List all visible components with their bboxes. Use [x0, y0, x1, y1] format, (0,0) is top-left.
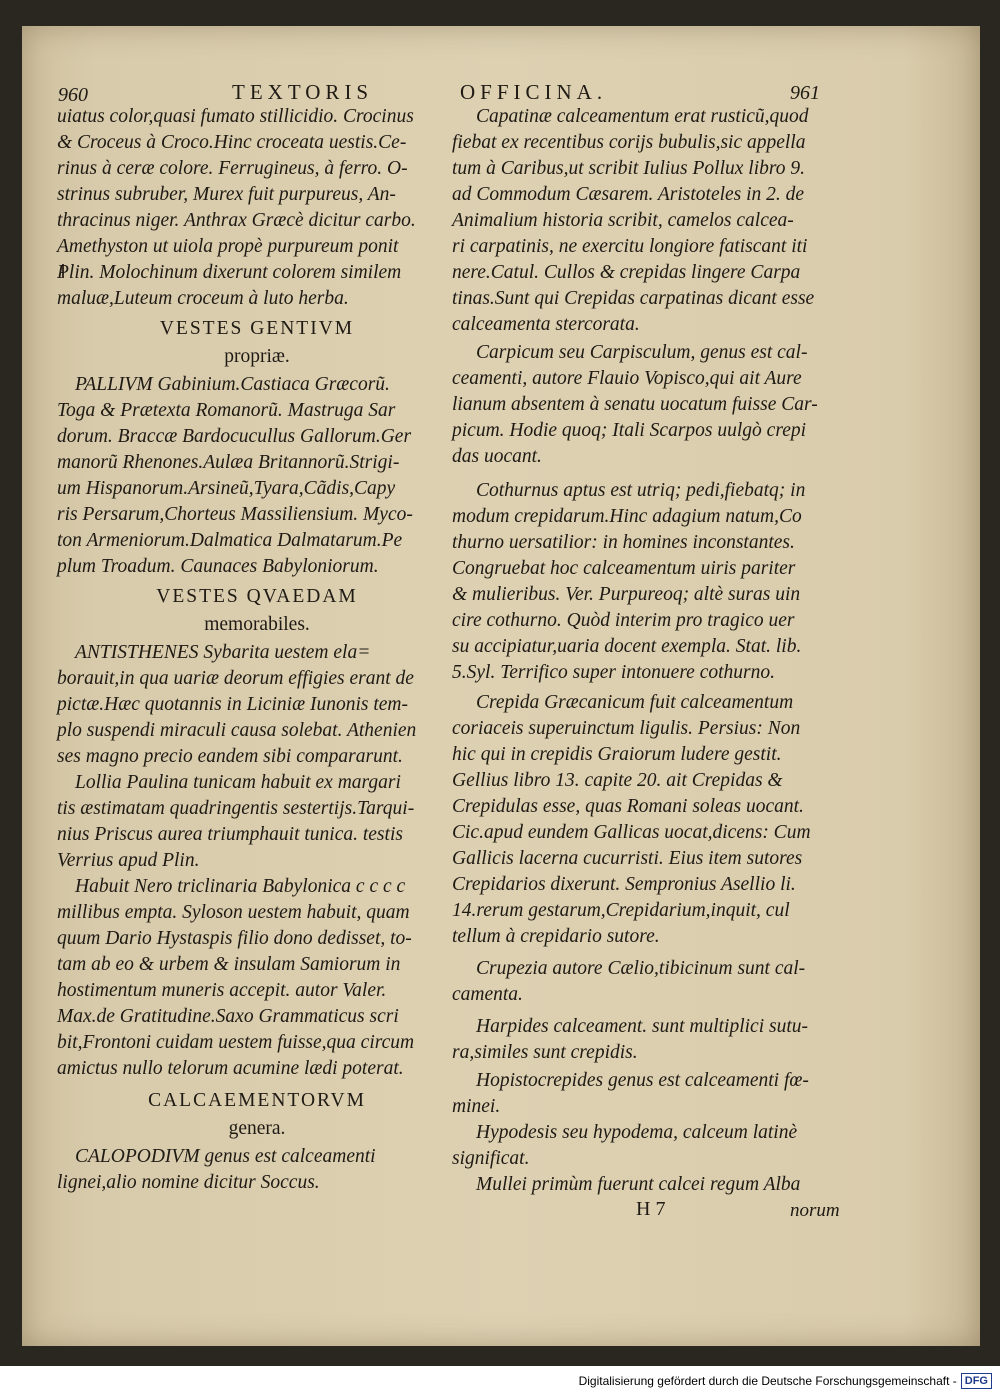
right-line: Crepida Græcanicum fuit calceamentum: [476, 692, 794, 713]
right-line: su accipiatur,uaria docent exempla. Stat. lib.: [452, 636, 802, 657]
right-line: 5.Syl. Terrifico super intonuere cothurno.: [452, 662, 775, 683]
left-line: Amethyston ut uiola propè purpureum ponit: [57, 236, 399, 257]
signature-mark: H 7: [636, 1198, 666, 1220]
right-line: tum à Caribus,ut scribit Iulius Pollux libro 9.: [452, 158, 805, 179]
left-line: ses magno precio eandem sibi compararunt.: [57, 746, 403, 767]
right-line: Crepidulas esse, quas Romani soleas uocant.: [452, 796, 804, 817]
left-line: lignei,alio nomine dicitur Soccus.: [57, 1172, 320, 1193]
right-line: modum crepidarum.Hinc adagium natum,Co: [452, 506, 802, 527]
right-line: Crupezia autore Cælio,tibicinum sunt cal-: [476, 958, 806, 979]
left-line: bit,Frontoni cuidam uestem fuisse,qua circum: [57, 1032, 415, 1053]
left-line: pictæ.Hæc quotannis in Liciniæ Iunonis tem-: [57, 694, 408, 715]
right-line: Cothurnus aptus est utriq; pedi,fiebatq; in: [476, 480, 806, 501]
right-running-title: OFFICINA.: [460, 80, 608, 104]
book-page: [22, 26, 980, 1346]
right-line: camenta.: [452, 984, 523, 1005]
right-line: Gallicis lacerna cucurristi. Eius item sutores: [452, 848, 803, 869]
left-line: amictus nullo telorum acumine lædi poterat.: [57, 1058, 404, 1079]
footer-credit: [579, 1370, 992, 1392]
right-line: Mullei primùm fuerunt calcei regum Alba: [476, 1174, 801, 1195]
right-page-number: 961: [790, 82, 820, 104]
section-subheading: memorabiles.: [204, 614, 310, 635]
right-line: Cic.apud eundem Gallicas uocat,dicens: Cum: [452, 822, 811, 843]
section-heading: VESTES GENTIVM: [159, 318, 355, 339]
right-line: lianum absentem à senatu uocatum fuisse Car-: [452, 394, 818, 415]
right-line: picum. Hodie quoq; Itali Scarpos uulgò crepi: [452, 420, 807, 441]
right-line: thurno uersatilior: in homines inconstantes.: [452, 532, 795, 553]
left-line: manorũ Rhenones.Aulæa Britannorũ.Strigi-: [57, 452, 400, 473]
right-line: hic qui in crepidis Graiorum ludere gestit.: [452, 744, 782, 765]
left-line: quum Dario Hystaspis filio dono dedisset, to-: [57, 928, 412, 949]
left-line: tam ab eo & urbem & insulam Samiorum in: [57, 954, 401, 975]
left-line: dorum. Braccæ Bardocucullus Gallorum.Ger: [57, 426, 412, 447]
right-line: das uocant.: [452, 446, 542, 467]
right-line: significat.: [452, 1148, 530, 1169]
right-line: Hopistocrepides genus est calceamenti fœ-: [476, 1070, 809, 1091]
left-page-number: 960: [58, 84, 88, 106]
left-line: tis æstimatam quadringentis sestertijs.Tarqui-: [57, 798, 415, 819]
right-line: Capatinæ calceamentum erat rusticũ,quod: [476, 106, 809, 127]
left-line: plo suspendi miraculi causa solebat. Athenien: [57, 720, 417, 741]
section-subheading: genera.: [228, 1118, 286, 1139]
right-line: Gellius libro 13. capite 20. ait Crepidas &: [452, 770, 783, 791]
right-line: ri carpatinis, ne exercitu longiore fatiscant iti: [452, 236, 808, 257]
left-line: borauit,in qua uariæ deorum effigies erant de: [57, 668, 414, 689]
left-line: Lollia Paulina tunicam habuit ex margari: [75, 772, 401, 793]
right-line: Animalium historia scribit, camelos calcea-: [452, 210, 794, 231]
right-line: coriaceis superuinctum ligulis. Persius: Non: [452, 718, 801, 739]
left-line: ANTISTHENES Sybarita uestem ela=: [75, 642, 371, 663]
footer-text: Digitalisierung gefördert durch die Deutsche Forschungsgemeinschaft -: [578, 1374, 957, 1388]
left-line: strinus subruber, Murex fuit purpureus, An-: [57, 184, 396, 205]
right-line: Hypodesis seu hypodema, calceum latinè: [476, 1122, 798, 1143]
left-line: Plin. Molochinum dixerunt colorem similem: [57, 262, 402, 283]
right-line: Congruebat hoc calceamentum uiris pariter: [452, 558, 796, 579]
dfg-logo: DFG: [961, 1373, 992, 1389]
left-line: Habuit Nero triclinaria Babylonica c c c c: [75, 876, 406, 897]
left-line: uiatus color,quasi fumato stillicidio. Crocinus: [57, 106, 414, 127]
left-line: & Croceus à Croco.Hinc croceata uestis.Ce-: [57, 132, 407, 153]
right-line: ra,similes sunt crepidis.: [452, 1042, 638, 1063]
left-line: Toga & Prætexta Romanorũ. Mastruga Sar: [57, 400, 396, 421]
left-line: maluæ,Luteum croceum à luto herba.: [57, 288, 349, 309]
right-line: calceamenta stercorata.: [452, 314, 640, 335]
right-line: Carpicum seu Carpisculum, genus est cal-: [476, 342, 808, 363]
left-line: nius Priscus aurea triumphauit tunica. testis: [57, 824, 403, 845]
right-line: tinas.Sunt qui Crepidas carpatinas dicant esse: [452, 288, 815, 309]
left-line: ton Armeniorum.Dalmatica Dalmatarum.Pe: [57, 530, 403, 551]
left-line: thracinus niger. Anthrax Græcè dicitur carbo.: [57, 210, 416, 231]
section-subheading: propriæ.: [224, 346, 290, 367]
section-heading: VESTES QVAEDAM: [156, 586, 358, 607]
right-line: & mulieribus. Ver. Purpureoq; altè suras uin: [452, 584, 801, 605]
left-line: Verrius apud Plin.: [57, 850, 200, 871]
catchword: norum: [790, 1200, 840, 1221]
section-heading: CALCAEMENTORVM: [148, 1090, 366, 1111]
right-line: minei.: [452, 1096, 501, 1117]
left-line: um Hispanorum.Arsineũ,Tyara,Cãdis,Capy: [57, 478, 396, 499]
right-line: Harpides calceament. sunt multiplici sutu-: [476, 1016, 808, 1037]
left-line: CALOPODIVM genus est calceamenti: [75, 1146, 376, 1167]
left-line: plum Troadum. Caunaces Babyloniorum.: [57, 556, 379, 577]
left-line: ris Persarum,Chorteus Massiliensium. Myco-: [57, 504, 413, 525]
right-line: cire cothurno. Quòd interim pro tragico uer: [452, 610, 795, 631]
right-line: ad Commodum Cæsarem. Aristoteles in 2. de: [452, 184, 805, 205]
right-line: nere.Catul. Cullos & crepidas lingere Carpa: [452, 262, 801, 283]
left-line: hostimentum muneris accepit. autor Valer.: [57, 980, 387, 1001]
left-line: Max.de Gratitudine.Saxo Grammaticus scri: [57, 1006, 399, 1027]
right-line: ceamenti, autore Flauio Vopisco,qui ait Aure: [452, 368, 802, 389]
left-line: PALLIVM Gabinium.Castiaca Græcorũ.: [75, 374, 390, 395]
left-running-title: TEXTORIS: [232, 80, 374, 104]
right-line: fiebat ex recentibus corijs bubulis,sic appella: [452, 132, 806, 153]
left-line: millibus empta. Syloson uestem habuit, quam: [57, 902, 410, 923]
left-line: rinus à ceræ colore. Ferrugineus, à ferro. O-: [57, 158, 408, 179]
right-line: 14.rerum gestarum,Crepidarium,inquit, cul: [452, 900, 790, 921]
right-line: Crepidarios dixerunt. Sempronius Asellio li.: [452, 874, 796, 895]
right-line: tellum à crepidario sutore.: [452, 926, 660, 947]
